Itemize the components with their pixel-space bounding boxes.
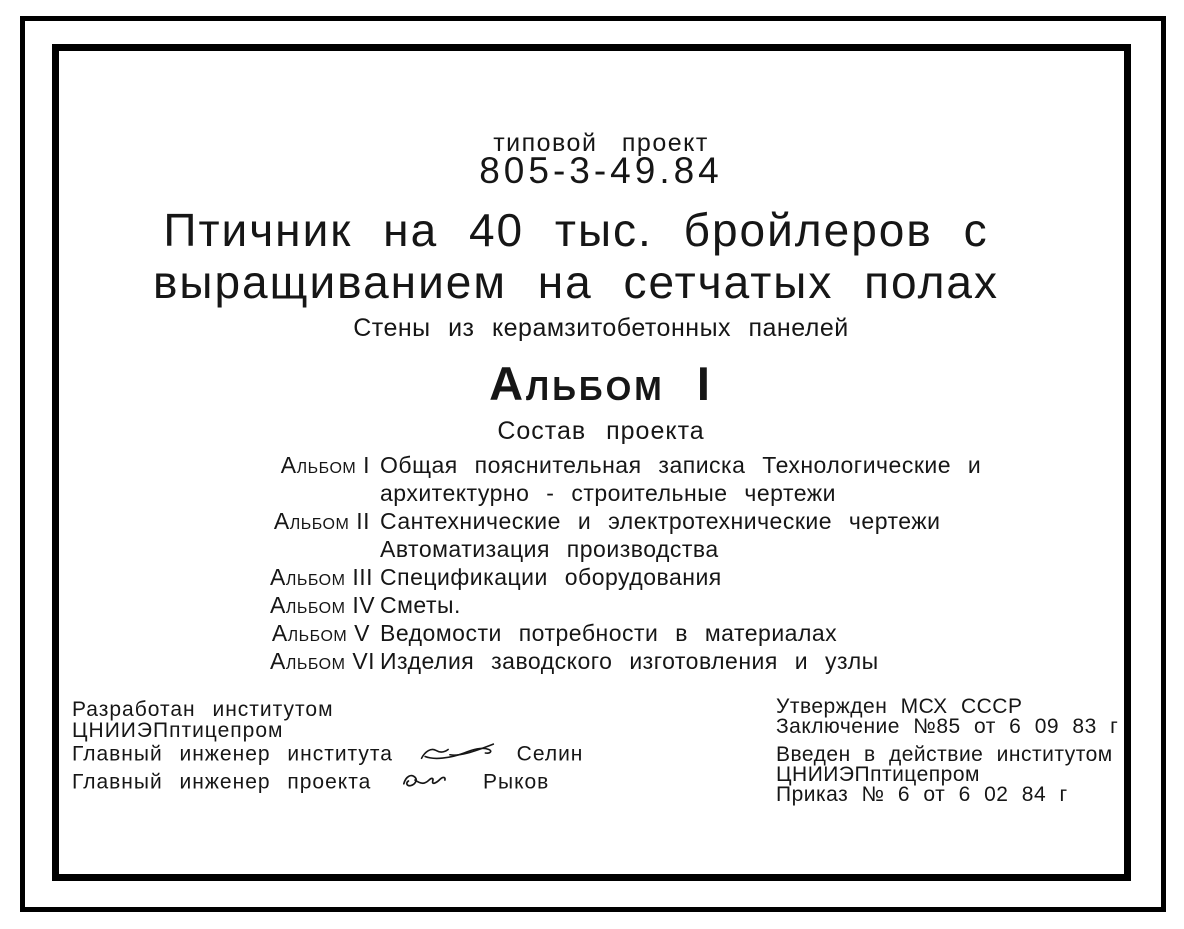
- album-description: [380, 451, 981, 507]
- album-description-line: Изделия заводского изготовления и узлы: [380, 648, 879, 674]
- project-contents-list: [270, 451, 981, 675]
- institute-name: ЦНИИЭПптицепром: [72, 719, 284, 742]
- page-title: [0, 204, 1168, 308]
- album-row: [270, 619, 981, 647]
- chief-engineer-institute-name: Селин: [516, 742, 584, 766]
- album-description-line: Общая пояснительная записка Технологические и: [380, 452, 982, 478]
- chief-engineer-project-name: Рыков: [482, 770, 550, 794]
- album-description-line: Сметы.: [380, 592, 461, 618]
- chief-engineer-institute-row: [72, 741, 583, 769]
- album-description-line: Автоматизация производства: [380, 536, 719, 562]
- album-description: [380, 507, 941, 563]
- album-description: [380, 563, 722, 591]
- page-title-line-1: Птичник на 40 тыс. бройлеров с: [163, 204, 989, 256]
- album-label: Альбом III: [270, 564, 373, 590]
- developer-block: [72, 699, 583, 797]
- album-heading: Альбом I: [489, 357, 713, 410]
- page-title-line-2: выращиванием на сетчатых полах: [152, 256, 1000, 308]
- order-line: Приказ № 6 от 6 02 84 г: [776, 783, 1068, 806]
- contents-heading: Состав проекта: [497, 417, 705, 445]
- chief-engineer-institute-label: Главный инженер института: [72, 742, 393, 766]
- developed-by-line: Разработан институтом: [72, 698, 334, 721]
- album-label: Альбом V: [271, 620, 370, 646]
- project-number: 805-3-49.84: [479, 150, 723, 191]
- subtitle: Стены из керамзитобетонных панелей: [353, 314, 849, 342]
- album-row: [270, 563, 981, 591]
- album-description-line: Ведомости потребности в материалах: [380, 620, 838, 646]
- chief-engineer-project-label: Главный инженер проекта: [72, 770, 372, 794]
- album-row: [270, 591, 981, 619]
- album-description: [380, 591, 461, 619]
- put-into-effect-line: Введен в действие институтом: [776, 743, 1113, 766]
- album-label: Альбом IV: [270, 592, 376, 618]
- album-description-line: архитектурно - строительные чертежи: [380, 480, 837, 506]
- album-label: Альбом II: [273, 508, 370, 534]
- album-row: [270, 451, 981, 507]
- doc-type-label: типовой проект: [493, 129, 709, 157]
- album-description-line: Спецификации оборудования: [380, 564, 722, 590]
- project-chief-engineer-signature-icon: [396, 767, 462, 795]
- album-description: [380, 619, 837, 647]
- album-description-line: Сантехнические и электротехнические чертежи: [380, 508, 941, 534]
- album-description: [380, 647, 879, 675]
- album-row: [270, 647, 981, 675]
- album-label: Альбом I: [280, 452, 370, 478]
- institute-name: ЦНИИЭПптицепром: [776, 763, 980, 786]
- chief-engineer-project-row: [72, 769, 583, 797]
- approval-block: [776, 697, 1118, 805]
- album-row: [270, 507, 981, 563]
- album-label: Альбом VI: [270, 648, 376, 674]
- approved-by-line: Утвержден МСХ СССР: [776, 695, 1023, 718]
- conclusion-line: Заключение №85 от 6 09 83 г: [776, 715, 1119, 738]
- institute-chief-engineer-signature-icon: [418, 739, 496, 767]
